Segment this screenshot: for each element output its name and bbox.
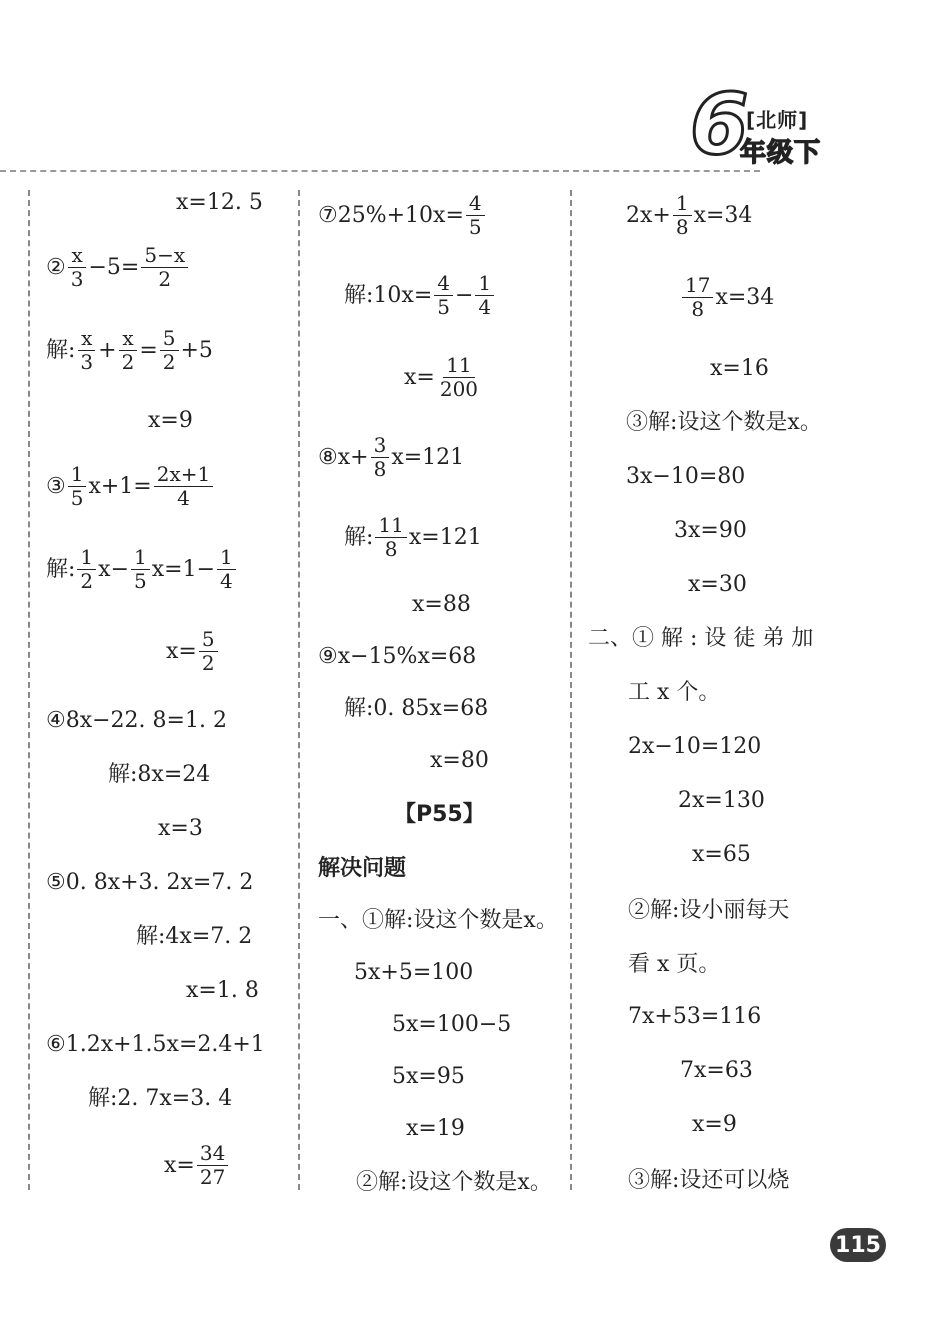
grade-badge [688,75,848,176]
fraction: $\frac{5}{2}$ [199,628,218,675]
answer-line: 解:0. 85x=68 [344,696,489,721]
fraction: $\frac{1}{4}$ [217,546,236,593]
answer-line: x=3 [158,816,203,841]
page-number: 115 [830,1228,886,1262]
answer-line: ②解:设小丽每天 [628,898,790,923]
left-margin-divider [28,190,30,1190]
answer-line: x=9 [692,1112,737,1137]
answer-line: 看 x 页。 [628,952,721,977]
fraction: $\frac{3}{8}$ [371,434,390,481]
answer-line: ② $\frac{x}{3}$ −5= $\frac{5-x}{2}$ [46,244,190,291]
fraction: $\frac{11}{200}$ [439,353,479,401]
section-heading: 解决问题 [318,856,407,881]
answer-line: x=88 [412,592,471,617]
fraction: $\frac{2x+1}{4}$ [154,463,214,510]
page-reference: 【P55】 [394,802,485,827]
fraction: $\frac{1}{5}$ [131,546,150,593]
grade-numeral: 6 [690,75,749,173]
answer-line: 解:4x=7. 2 [136,924,253,949]
fraction: $\frac{5}{2}$ [160,327,179,374]
answer-line: $\frac{17}{8}$ x=34 [680,274,774,321]
publisher-label: [北师] [746,108,809,132]
answer-line: ⑨x−15%x=68 [318,644,477,669]
answer-line: x=80 [430,748,489,773]
answer-line: ④8x−22. 8=1. 2 [46,708,227,733]
answer-line: 解:2. 7x=3. 4 [88,1086,233,1111]
grade-label: 年级下 [740,138,822,168]
answer-line: 3x−10=80 [626,464,746,489]
answer-line: 5x+5=100 [354,960,474,985]
fraction: $\frac{1}{8}$ [673,192,692,239]
answer-line: x=19 [406,1116,465,1141]
fraction: $\frac{5-x}{2}$ [141,244,188,291]
fraction: $\frac{x}{2}$ [119,327,138,374]
answer-line: 5x=100−5 [392,1012,512,1037]
fraction: $\frac{1}{4}$ [475,272,494,319]
answer-line: 2x=130 [678,788,765,813]
fraction: $\frac{x}{3}$ [68,244,87,291]
answer-line: 解:8x=24 [108,762,211,787]
answer-line: 解: $\frac{x}{3}$ + $\frac{x}{2}$ = $\frac{5}{2}$ +5 [46,326,213,374]
fraction: $\frac{4}{5}$ [434,272,453,319]
column-divider-2 [570,190,572,1190]
answer-line: ③ $\frac{1}{5}$ x+1= $\frac{2x+1}{4}$ [46,463,215,510]
answer-line: ⑥1.2x+1.5x=2.4+1 [46,1032,265,1057]
answer-line: x= $\frac{34}{27}$ [164,1142,230,1189]
fraction: $\frac{11}{8}$ [375,514,406,561]
answer-line: x=1. 8 [186,978,259,1003]
answer-line: x=16 [710,356,769,381]
answer-line: ②解:设这个数是x。 [356,1170,552,1195]
answer-line: 解: $\frac{11}{8}$ x=121 [344,513,482,561]
answer-line: x= $\frac{5}{2}$ [166,628,220,675]
header-divider [0,170,760,172]
answer-line: ⑦25%+10x= $\frac{4}{5}$ [318,192,487,239]
fraction: $\frac{4}{5}$ [466,192,485,239]
answer-line: 2x−10=120 [628,734,762,759]
column-divider-1 [298,190,300,1190]
answer-line: 2x+ $\frac{1}{8}$ x=34 [626,191,753,239]
answer-line: ③解:设还可以烧 [628,1168,790,1193]
answer-line: 3x=90 [674,518,747,543]
answer-line: ⑧x+ $\frac{3}{8}$ x=121 [318,433,465,481]
answer-line: 工 x 个。 [628,680,721,705]
fraction: $\frac{1}{5}$ [68,463,87,510]
answer-line: 一、①解:设这个数是x。 [318,908,558,933]
fraction: $\frac{x}{3}$ [77,327,96,374]
answer-line: x= $\frac{11}{200}$ [404,354,483,401]
answer-line: 二、① 解 : 设 徒 弟 加 [588,626,814,651]
answer-line: ③解:设这个数是x。 [626,410,822,435]
answer-line: x=65 [692,842,751,867]
fraction: $\frac{1}{2}$ [77,546,96,593]
answer-line: 解:10x= $\frac{4}{5}$ − $\frac{1}{4}$ [344,272,496,319]
answer-line: x=9 [148,408,193,433]
answer-line: 5x=95 [392,1064,465,1089]
answer-line: 7x=63 [680,1058,753,1083]
answer-line: 解: $\frac{1}{2}$ x− $\frac{1}{5}$ x=1− $\frac{1}{4}$ [46,546,238,593]
answer-line: x=30 [688,572,747,597]
fraction: $\frac{34}{27}$ [197,1142,228,1189]
answer-line: ⑤0. 8x+3. 2x=7. 2 [46,870,254,895]
answer-line: x=12. 5 [176,190,263,215]
answer-line: 7x+53=116 [628,1004,762,1029]
fraction: $\frac{17}{8}$ [682,274,713,321]
